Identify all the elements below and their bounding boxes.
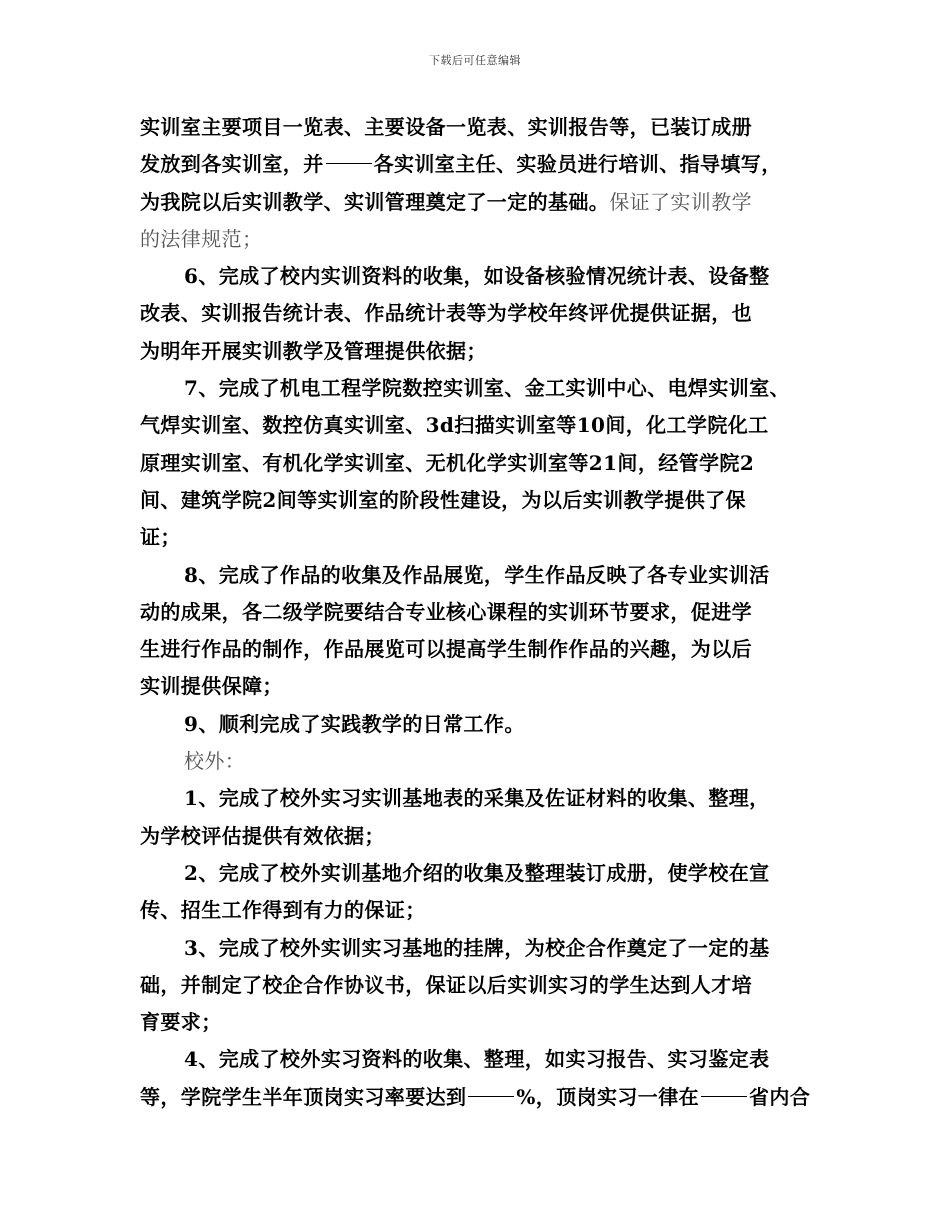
text-line: 动的成果，各二级学院要结合专业核心课程的实训环节要求，促进学 (140, 599, 752, 624)
document-body (140, 109, 830, 1116)
fill-blank (468, 1095, 514, 1097)
text-line: 为学校评估提供有效依据； (140, 823, 385, 848)
text-line: 为明年开展实训教学及管理提供依据； (140, 338, 487, 363)
text-line (140, 1079, 830, 1116)
list-item-1: 1、完成了校外实习实训基地表的采集及佐证材料的收集、整理， (184, 786, 770, 811)
text-segment-light: 保证了实训教学 (609, 189, 753, 214)
list-item-4: 4、完成了校外实习资料的收集、整理，如实习报告、实习鉴定表 (184, 1047, 770, 1072)
text-line: 育要求； (140, 1010, 222, 1035)
text-line (140, 146, 830, 183)
text-line: 证； (140, 525, 181, 550)
text-segment: 各实训室主任、实验员进行培训、指导填写， (373, 152, 782, 177)
fill-blank (701, 1095, 747, 1097)
list-item-6: 6、完成了校内实训资料的收集，如设备核验情况统计表、设备整 (184, 264, 770, 289)
text-line: 间、建筑学院2间等实训室的阶段性建设，为以后实训教学提供了保 (140, 487, 746, 512)
text-segment: 为我院以后实训教学、实训管理奠定了一定的基础。 (140, 189, 610, 214)
text-line (140, 184, 830, 221)
text-line: 的法律规范； (140, 226, 263, 251)
text-line: 实训提供保障； (140, 674, 283, 699)
text-line: 气焊实训室、数控仿真实训室、3d扫描实训室等10间，化工学院化工 (140, 413, 769, 438)
text-line: 原理实训室、有机化学实训室、无机化学实训室等21间，经管学院2 (140, 450, 755, 475)
text-segment: 等，学院学生半年顶岗实习率要达到 (140, 1084, 467, 1109)
text-segment: 省内合 (749, 1084, 811, 1109)
list-item-2: 2、完成了校外实训基地介绍的收集及整理装订成册，使学校在宣 (184, 860, 770, 885)
fill-blank (326, 162, 372, 164)
text-line: 实训室主要项目一览表、主要设备一览表、实训报告等，已装订成册 (140, 115, 752, 139)
list-item-9: 9、顺利完成了实践教学的日常工作。 (184, 711, 525, 736)
section-heading-external: 校外： (184, 749, 246, 774)
text-segment: %，顶岗实习一律在 (516, 1084, 700, 1109)
list-item-3: 3、完成了校外实训实习基地的挂牌，为校企合作奠定了一定的基 (184, 935, 770, 960)
page-header: 下载后可任意编辑 (429, 54, 521, 67)
list-item-8: 8、完成了作品的收集及作品展览，学生作品反映了各专业实训活 (184, 562, 770, 587)
list-item-7: 7、完成了机电工程学院数控实训室、金工实训中心、电焊实训室、 (184, 376, 790, 401)
text-line: 传、招生工作得到有力的保证； (140, 898, 426, 923)
text-line: 改表、实训报告统计表、作品统计表等为学校年终评优提供证据，也 (140, 301, 752, 326)
text-line: 础，并制定了校企合作协议书，保证以后实训实习的学生达到人才培 (140, 972, 752, 997)
text-segment: 发放到各实训室，并 (140, 152, 324, 177)
text-line: 生进行作品的制作，作品展览可以提高学生制作作品的兴趣，为以后 (140, 637, 752, 662)
